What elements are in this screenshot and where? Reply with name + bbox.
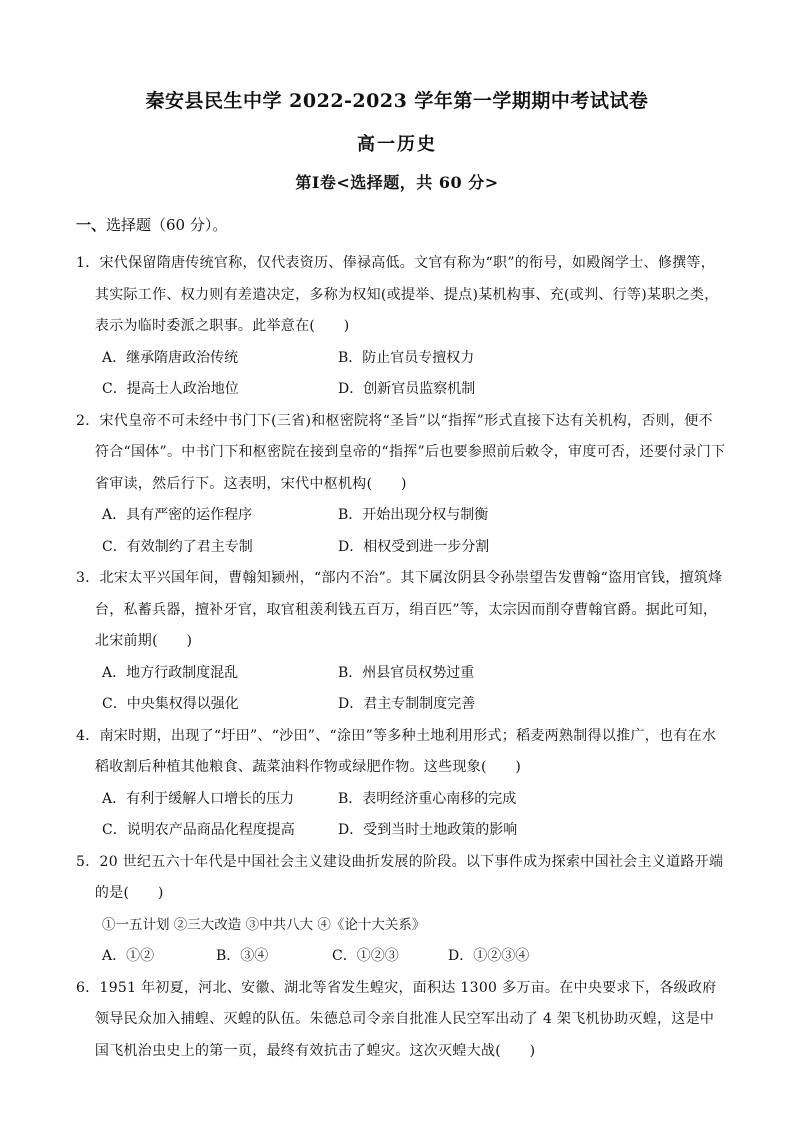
option-c[interactable]: C．有效制约了君主专制 — [102, 538, 253, 555]
question-2 — [76, 406, 726, 564]
option-d[interactable]: D．相权受到进一步分割 — [338, 538, 490, 555]
option-a[interactable]: A．①② — [102, 948, 155, 964]
question-stem: 6．1951 年初夏，河北、安徽、湖北等省发生蝗灾，面积达 1300 多万亩。在中央要求下，各级政府领导民众加入捕蝗、灭蝗的队伍。朱德总司令亲自批准人民空军出动了 4 架飞机协助灭蝗，这是中国飞机治虫史上的第一页，最终有效抗击了蝗灾。这次灭蝗大战( ) — [76, 979, 717, 1059]
question-items: ①一五计划 ②三大改造 ③中共八大 ④《论十大关系》 — [102, 916, 426, 933]
exam-part-heading: 第Ⅰ卷<选择题，共 60 分> — [295, 173, 499, 192]
section-number: 一、 — [76, 216, 107, 234]
question-stem: 1．宋代保留隋唐传统官称，仅代表资历、俸禄高低。文官有称为“职”的衔号，如殿阁学士、修撰等，其实际工作、权力则有差遣决定，多称为权知(或提举、提点)某机构事、充(或判、行等)某职之类，表示为临时委派之职事。此举意在( ) — [76, 255, 719, 334]
option-c[interactable]: C．说明农产品商品化程度提高 — [102, 822, 295, 838]
section-heading — [76, 214, 227, 235]
question-stem: 4．南宋时期，出现了“圩田”、“沙田”、“涂田”等多种土地利用形式；稻麦两熟制得以推广，也有在水稻收割后种植其他粮食、蔬菜油料作物或绿肥作物。这些现象( ) — [76, 727, 717, 775]
option-a[interactable]: A．具有严密的运作程序 — [102, 507, 253, 523]
question-6 — [76, 973, 726, 1068]
question-3 — [76, 563, 726, 721]
option-c[interactable]: C．中央集权得以强化 — [102, 696, 239, 712]
question-4 — [76, 721, 726, 847]
option-c[interactable]: C．①②③ — [332, 948, 399, 964]
option-b[interactable]: B．州县官员权势过重 — [338, 664, 475, 681]
question-options — [76, 784, 726, 847]
question-5 — [76, 847, 726, 973]
question-stem: 2．宋代皇帝不可未经中书门下(三省)和枢密院将“圣旨”以“指挥”形式直接下达有关机构，否则，便不符合“国体”。中书门下和枢密院在接到皇帝的“指挥”后也要参照前后敕令，审度可否，还要付录门下省审读，然后行下。这表明，宋代中枢机构( ) — [76, 412, 726, 492]
option-b[interactable]: B．防止官员专擅权力 — [338, 349, 475, 366]
question-options — [76, 658, 726, 721]
option-a[interactable]: A．地方行政制度混乱 — [102, 664, 239, 681]
option-d[interactable]: D．①②③④ — [448, 948, 530, 964]
option-b[interactable]: B．表明经济重心南移的完成 — [338, 790, 517, 807]
option-d[interactable]: D．创新官员监察机制 — [338, 381, 476, 397]
question-options — [76, 343, 726, 406]
option-d[interactable]: D．君主专制制度完善 — [338, 696, 476, 712]
question-list — [76, 248, 726, 1067]
question-options — [76, 500, 726, 563]
section-text: 选择题（60 分）。 — [106, 216, 228, 234]
question-options — [76, 941, 726, 973]
option-b[interactable]: B．开始出现分权与制衡 — [338, 507, 489, 523]
exam-title: 秦安县民生中学 2022-2023 学年第一学期期中考试试卷 — [145, 90, 649, 112]
exam-subject: 高一历史 — [357, 134, 437, 155]
option-d[interactable]: D．受到当时土地政策的影响 — [338, 822, 518, 838]
question-stem: 5．20 世纪五六十年代是中国社会主义建设曲折发展的阶段。以下事件成为探索中国社会主义道路开端的是( ) — [76, 853, 724, 901]
question-stem: 3．北宋太平兴国年间，曹翰知颍州，“部内不治”。其下属汝阴县令孙崇望告发曹翰“盗用官钱，擅筑烽台，私蓄兵器，擅补牙官，取官租羡利钱五百万，绢百匹”等，太宗因而削夺曹翰官爵。据此可知，北宋前期( ) — [76, 570, 723, 649]
option-a[interactable]: A．有利于缓解人口增长的压力 — [102, 790, 295, 807]
question-1 — [76, 248, 726, 406]
option-b[interactable]: B．③④ — [216, 948, 269, 964]
option-a[interactable]: A．继承隋唐政治传统 — [102, 349, 239, 366]
option-c[interactable]: C．提高士人政治地位 — [102, 381, 239, 397]
